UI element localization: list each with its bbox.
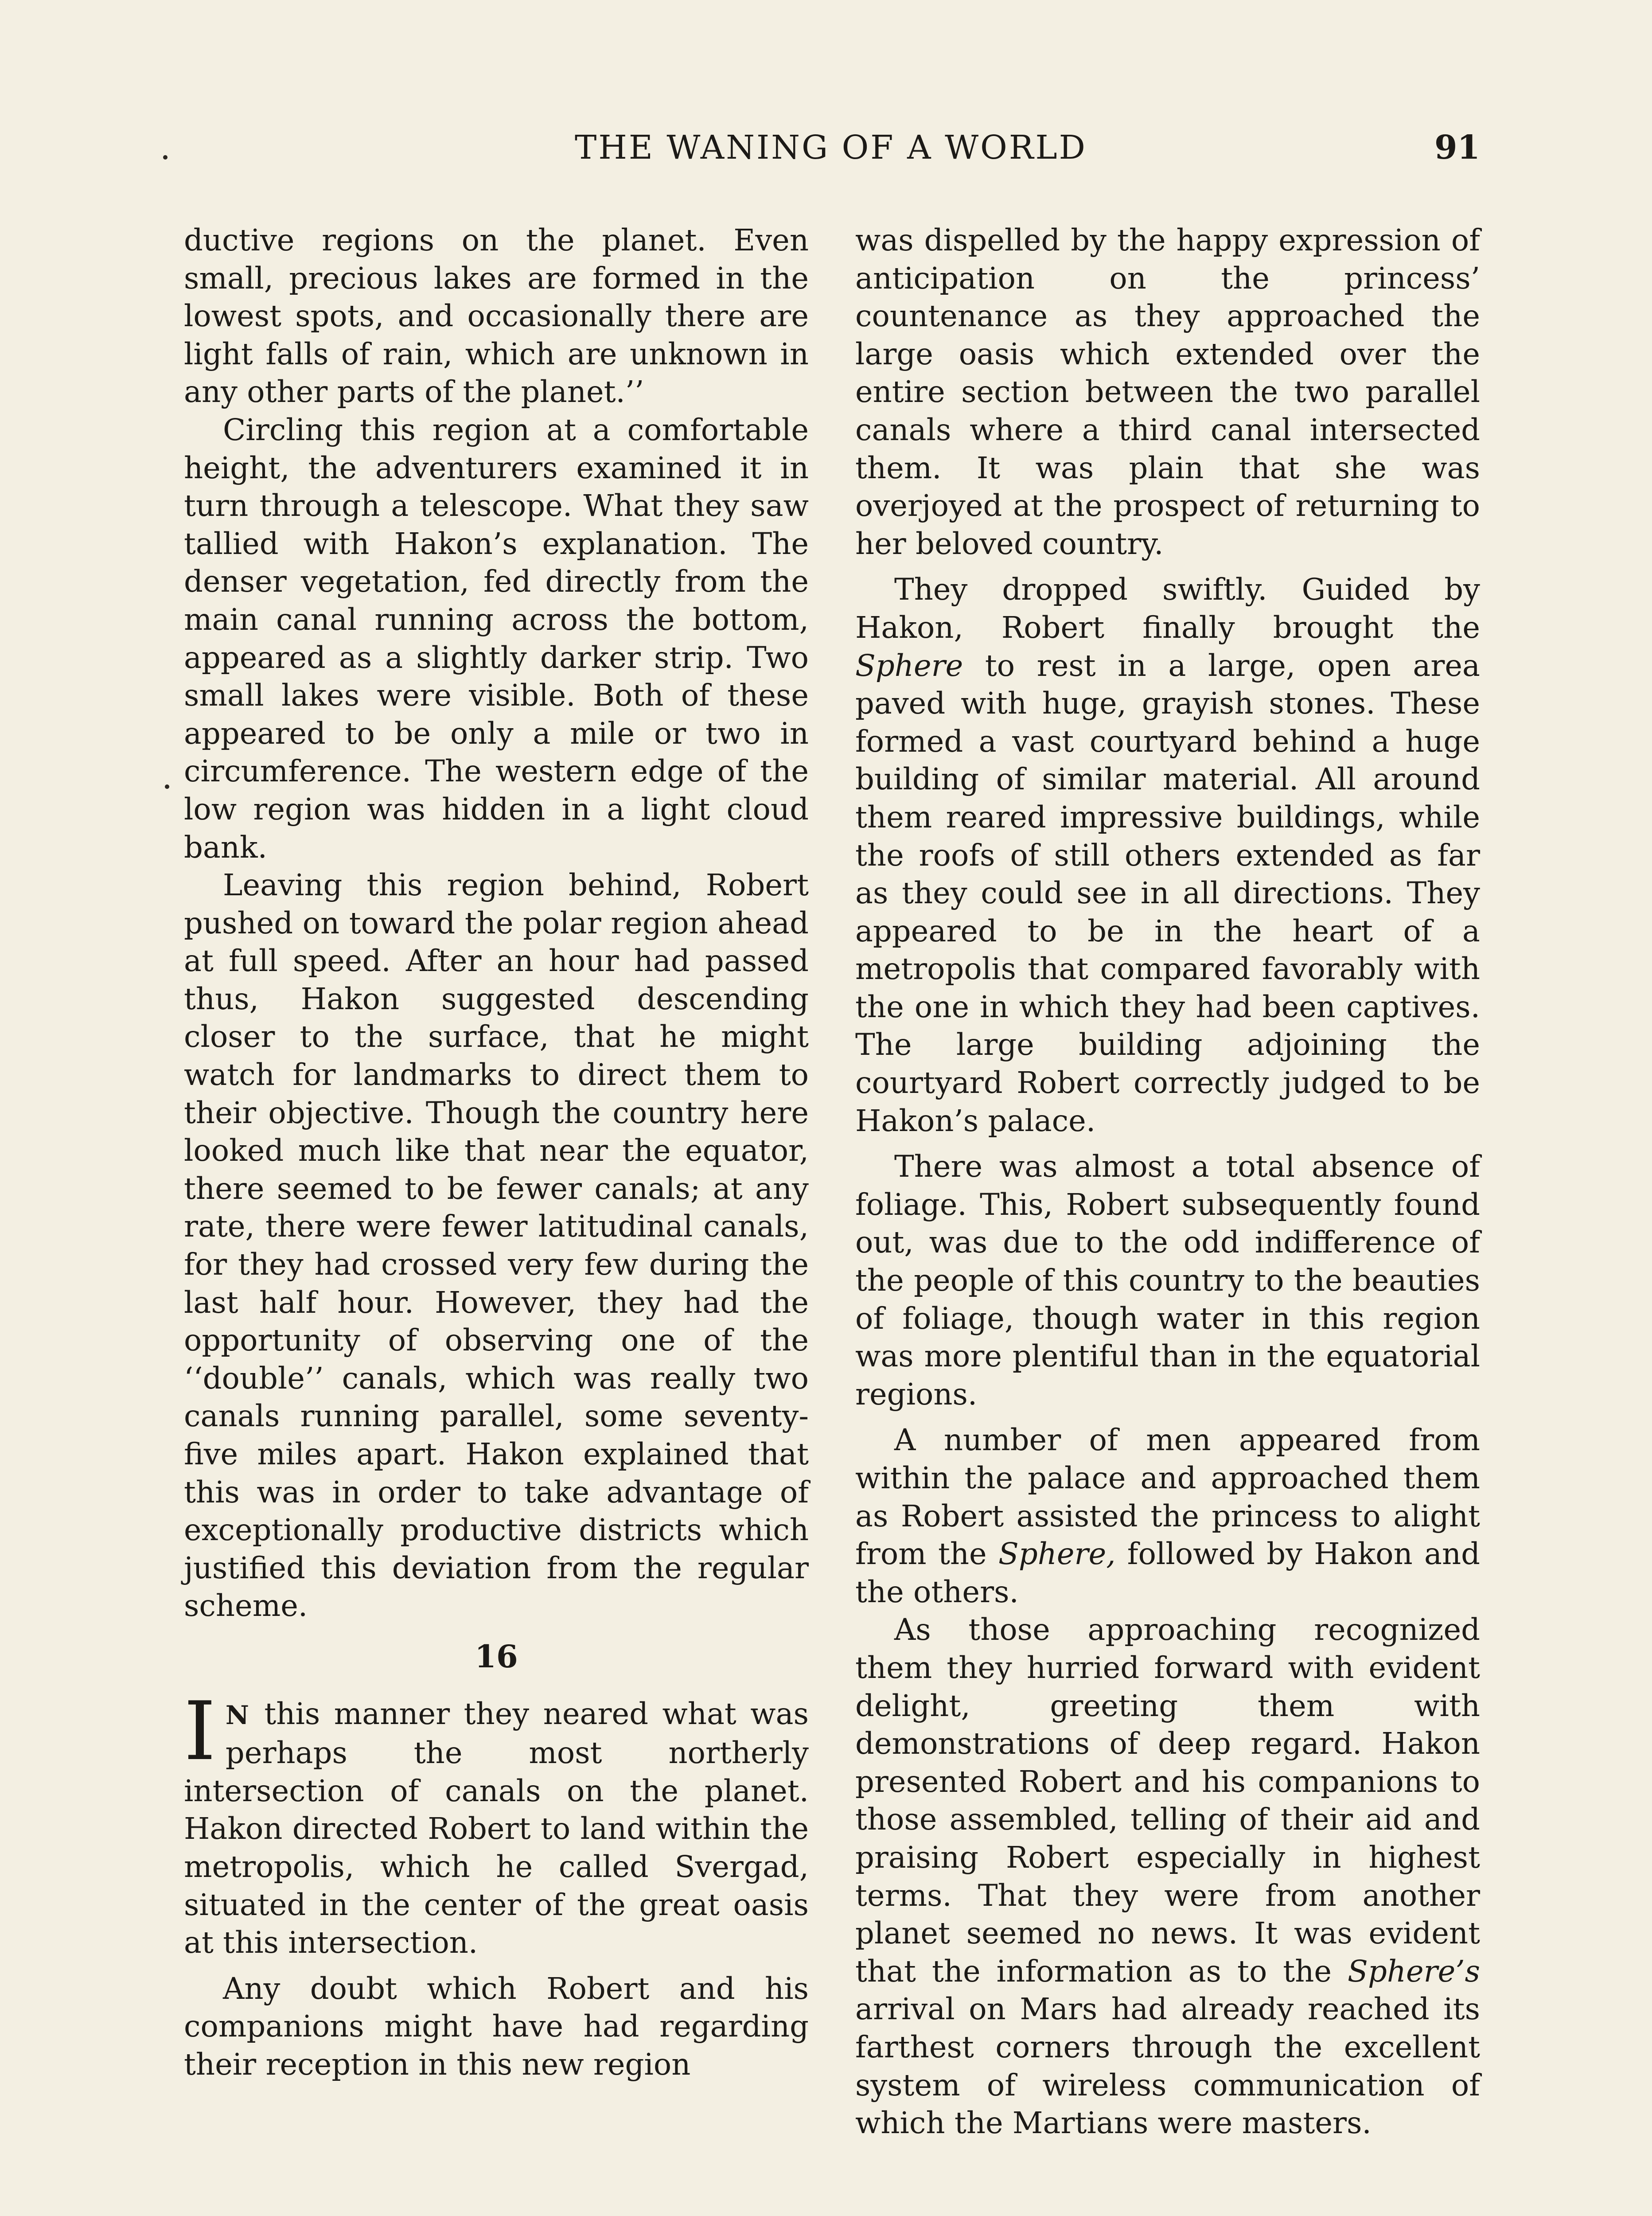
- paragraph: Any doubt which Robert and his companions might have had regarding their reception in this new region: [184, 1971, 809, 2082]
- running-title: THE WANING OF A WORLD: [574, 129, 1087, 167]
- paragraph-text: this manner they neared what was perhaps the most northerly intersection of canals on the planet. Hakon directed Robert to land within the metropolis, which he called Svergad, situated in the center of the great oasis at this intersection.: [184, 1696, 809, 1960]
- paragraph-text: followed by Hakon and the others.: [855, 1537, 1480, 1609]
- page-number: 91: [1434, 129, 1480, 167]
- paragraph: Leaving this region behind, Robert pushed on toward the polar region ahead at full speed. After an hour had passed thus, Hakon suggested descending closer to the surface, that he might watch for landmarks to direct them to their objective. Though the country here looked much like that near the equator, there seemed to be fewer canals; at any rate, there were fewer latitudinal canals, for they had crossed very few during the last half hour. However, they had the opportunity of observing one of the ‘‘double’’ canals, which was really two canals running parallel, some seventy-five miles apart. Hakon explained that this was in order to take advantage of exceptionally productive districts which justified this deviation from the regular scheme.: [184, 868, 809, 1623]
- chapter-opening-paragraph: [184, 1684, 809, 1962]
- paragraph-text: arrival on Mars had already reached its farthest corners through the excellent system of wireless communication of which the Martians were masters.: [855, 1992, 1480, 2141]
- paragraph: ductive regions on the planet. Even small, precious lakes are formed in the lowest spots, and occasionally there are light falls of rain, which are unknown in any other parts of the planet.’’: [184, 223, 809, 410]
- paragraph-text: They dropped swiftly. Guided by Hakon, Robert finally brought the: [855, 572, 1480, 645]
- speck-mark: [165, 784, 169, 789]
- paragraph: There was almost a total absence of foliage. This, Robert subsequently found out, was due to the odd indifference of the people of this country to the beauties of foliage, though water in this region was more plentiful than in the equatorial regions.: [855, 1149, 1480, 1412]
- chapter-number: 16: [475, 1638, 518, 1675]
- running-header: [182, 129, 1480, 177]
- paragraph-text: to rest in a large, open area paved with huge, grayish stones. These formed a vast courtyard behind a huge building of similar material. All around them reared impressive buildings, while the roofs of still others extended as far as they could see in all directions. They appeared to be in the heart of a metropolis that compared favorably with the one in which they had been captives. The large building adjoining the courtyard Robert correctly judged to be Hakon’s palace.: [855, 648, 1480, 1138]
- drop-cap: I: [184, 1684, 216, 1778]
- speck-mark: [163, 155, 168, 160]
- small-caps: N: [225, 1700, 250, 1730]
- paragraph: [855, 1421, 1480, 1611]
- paragraph: was dispelled by the happy expression of anticipation on the princess’ countenance as they approached the large oasis which extended over the entire section between the two parallel canals where a third canal intersected them. It was plain that she was overjoyed at the prospect of returning to her beloved country.: [855, 223, 1480, 561]
- paragraph: [855, 571, 1480, 1140]
- italic-sphere: Sphere,: [998, 1537, 1116, 1572]
- paragraph: Circling this region at a comfortable height, the adventurers examined it in turn through a telescope. What they saw tallied with Hakon’s explanation. The denser vegetation, fed directly from the main canal running across the bottom, appeared as a slightly darker strip. Two small lakes were visible. Both of these appeared to be only a mile or two in circumference. The western edge of the low region was hidden in a light cloud bank.: [184, 412, 809, 865]
- italic-sphere: Sphere: [855, 648, 963, 683]
- paragraph-text: As those approaching recognized them they hurried forward with evident delight, greeting them with demonstrations of deep regard. Hakon presented Robert and his companions to those assembled, telling of their aid and praising Robert especially in highest terms. That they were from another planet seemed no news. It was evident that the information as to the: [855, 1612, 1480, 1989]
- paragraph-text: A number of men appeared from within the palace and approached them as Robert assisted the princess to alight from the: [855, 1423, 1480, 1572]
- italic-sphere: Sphere’s: [1348, 1954, 1480, 1989]
- paragraph: [855, 1611, 1480, 2142]
- right-column: [855, 222, 1480, 2142]
- left-column: [184, 222, 809, 2084]
